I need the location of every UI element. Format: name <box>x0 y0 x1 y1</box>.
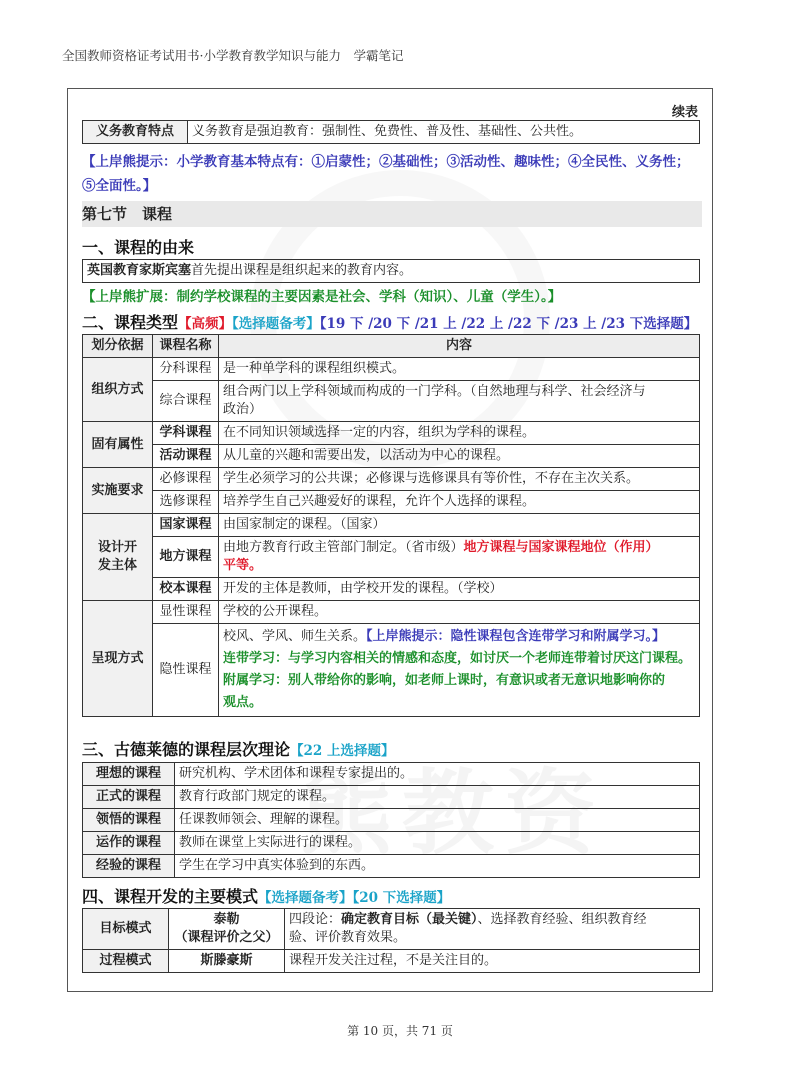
course-name: 隐性课程 <box>153 624 219 717</box>
course-name: 国家课程 <box>153 514 219 537</box>
heading-types-text: 二、课程类型 <box>82 313 179 332</box>
heading-models <box>82 884 450 907</box>
tag-exam-years: 【19 下 /20 下 /21 上 /22 上 /22 下 /23 上 / <box>319 316 607 332</box>
course-name: 地方课程 <box>153 537 219 578</box>
content-highlight: 平等。 <box>223 558 263 573</box>
model-content: 课程开发关注过程，不是关注目的。 <box>285 950 700 973</box>
content-text: 验、评价教育效果。 <box>289 930 407 945</box>
page-header: 全国教师资格证考试用书·小学教育教学知识与能力 学霸笔记 <box>62 48 404 63</box>
course-content <box>219 381 700 422</box>
model-person <box>169 909 285 950</box>
content-line: 组合两门以上学科领域而构成的一门学科。（自然地理与科学、社会经济与 <box>223 384 646 399</box>
course-name: 选修课程 <box>153 491 219 514</box>
model-person: 斯滕豪斯 <box>169 950 285 973</box>
course-name: 显性课程 <box>153 601 219 624</box>
level-content: 教育行政部门规定的课程。 <box>175 786 700 809</box>
content-text: 由地方教育行政主管部门制定。（省市级） <box>223 540 464 555</box>
course-content: 从儿童的兴趣和需要出发，以活动为中心的课程。 <box>219 445 700 468</box>
col-header-content: 内容 <box>219 335 700 358</box>
level-name: 领悟的课程 <box>83 809 175 832</box>
course-name: 活动课程 <box>153 445 219 468</box>
level-content: 任课教师领会、理解的课程。 <box>175 809 700 832</box>
course-content: 由国家制定的课程。（国家） <box>219 514 700 537</box>
level-content: 学生在学习中真实体验到的东西。 <box>175 855 700 878</box>
heading-goodlad <box>82 737 395 760</box>
course-name: 分科课程 <box>153 358 219 381</box>
tip-line: 【上岸熊提示：小学教育基本特点有：①启蒙性；②基础性；③活动性、趣味性；④全民性、义务性； <box>82 154 690 170</box>
tag-models-prep: 【选择题备考】 <box>258 890 353 906</box>
heading-models-text: 四、课程开发的主要模式 <box>82 887 259 906</box>
tip-line: ⑤全面性。】 <box>82 178 157 194</box>
origin-text: 首先提出课程是组织起来的教育内容。 <box>191 263 413 278</box>
course-content: 学生必须学习的公共课；必修课与选修课具有等价性，不存在主次关系。 <box>219 468 700 491</box>
level-content: 研究机构、学术团体和课程专家提出的。 <box>175 763 700 786</box>
content-green: 连带学习：与学习内容相关的情感和态度，如讨厌一个老师连带着讨厌这门课程。 <box>223 651 692 666</box>
person-title: （课程评价之父） <box>174 930 279 945</box>
course-content: 是一种单学科的课程组织模式。 <box>219 358 700 381</box>
heading-goodlad-text: 三、古德莱德的课程层次理论 <box>82 740 291 759</box>
content-text: 校风、学风、师生关系。 <box>223 629 367 644</box>
section-title: 第七节 课程 <box>82 201 702 227</box>
content-green: 观点。 <box>223 695 263 710</box>
model-name: 目标模式 <box>83 909 169 950</box>
course-name: 综合课程 <box>153 381 219 422</box>
tag-high-frequency: 【高频】 <box>178 316 233 332</box>
heading-origin: 一、课程的由来 <box>82 238 195 257</box>
content-text: 、选择教育经验、组织教育经 <box>477 912 647 927</box>
model-name: 过程模式 <box>83 950 169 973</box>
level-name: 正式的课程 <box>83 786 175 809</box>
group-subject: 设计开发主体 <box>83 514 153 601</box>
course-content <box>219 624 700 717</box>
course-content: 学校的公开课程。 <box>219 601 700 624</box>
course-name: 学科课程 <box>153 422 219 445</box>
course-types-table <box>82 334 700 717</box>
level-name: 运作的课程 <box>83 832 175 855</box>
compulsory-text: 义务教育是强迫教育：强制性、免费性、普及性、基础性、公共性。 <box>188 121 700 144</box>
tag-models-exam: 【20 下选择题】 <box>352 890 451 906</box>
course-content <box>219 537 700 578</box>
content-tip: 【上岸熊提示：隐性课程包含连带学习和附属学习。】 <box>366 629 666 644</box>
continued-label: 续表 <box>671 105 698 120</box>
course-content: 培养学生自己兴趣爱好的课程，允许个人选择的课程。 <box>219 491 700 514</box>
tip-basic-features <box>82 150 702 198</box>
content-green: 附属学习：别人带给你的影响，如老师上课时，有意识或者无意识地影响你的 <box>223 673 666 688</box>
group-organization: 组织方式 <box>83 358 153 422</box>
content-bold: 确定教育目标（最关键） <box>341 912 478 927</box>
group-presentation: 呈现方式 <box>83 601 153 717</box>
origin-box <box>82 259 700 283</box>
group-requirement: 实施要求 <box>83 468 153 514</box>
content-text: 四段论： <box>289 912 342 927</box>
col-header-basis: 划分依据 <box>83 335 153 358</box>
tag-choice-prep: 【选择题备考】 <box>232 316 320 332</box>
course-name: 必修课程 <box>153 468 219 491</box>
tag-goodlad: 【22 上选择题】 <box>290 743 395 759</box>
col-header-name: 课程名称 <box>153 335 219 358</box>
model-content <box>285 909 700 950</box>
person-name: 泰勒 <box>213 912 240 927</box>
tip-factors: 【上岸熊扩展：制约学校课程的主要因素是社会、学科（知识）、儿童（学生）。】 <box>82 289 562 305</box>
heading-types <box>82 310 697 333</box>
course-name: 校本课程 <box>153 578 219 601</box>
content-line: 政治） <box>223 402 263 417</box>
origin-person: 英国教育家斯宾塞 <box>87 263 192 278</box>
level-name: 理想的课程 <box>83 763 175 786</box>
compulsory-label: 义务教育特点 <box>83 121 188 144</box>
models-table <box>82 908 700 973</box>
group-attribute: 固有属性 <box>83 422 153 468</box>
level-name: 经验的课程 <box>83 855 175 878</box>
course-content: 在不同知识领域选择一定的内容，组织为学科的课程。 <box>219 422 700 445</box>
goodlad-table <box>82 762 700 878</box>
tag-exam-years-end: 23 下选择题】 <box>606 316 698 332</box>
page-footer: 第 10 页，共 71 页 <box>347 1024 453 1038</box>
level-content: 教师在课堂上实际进行的课程。 <box>175 832 700 855</box>
compulsory-table <box>82 120 700 144</box>
course-content: 开发的主体是教师，由学校开发的课程。（学校） <box>219 578 700 601</box>
content-highlight: 地方课程与国家课程地位（作用） <box>463 540 659 555</box>
